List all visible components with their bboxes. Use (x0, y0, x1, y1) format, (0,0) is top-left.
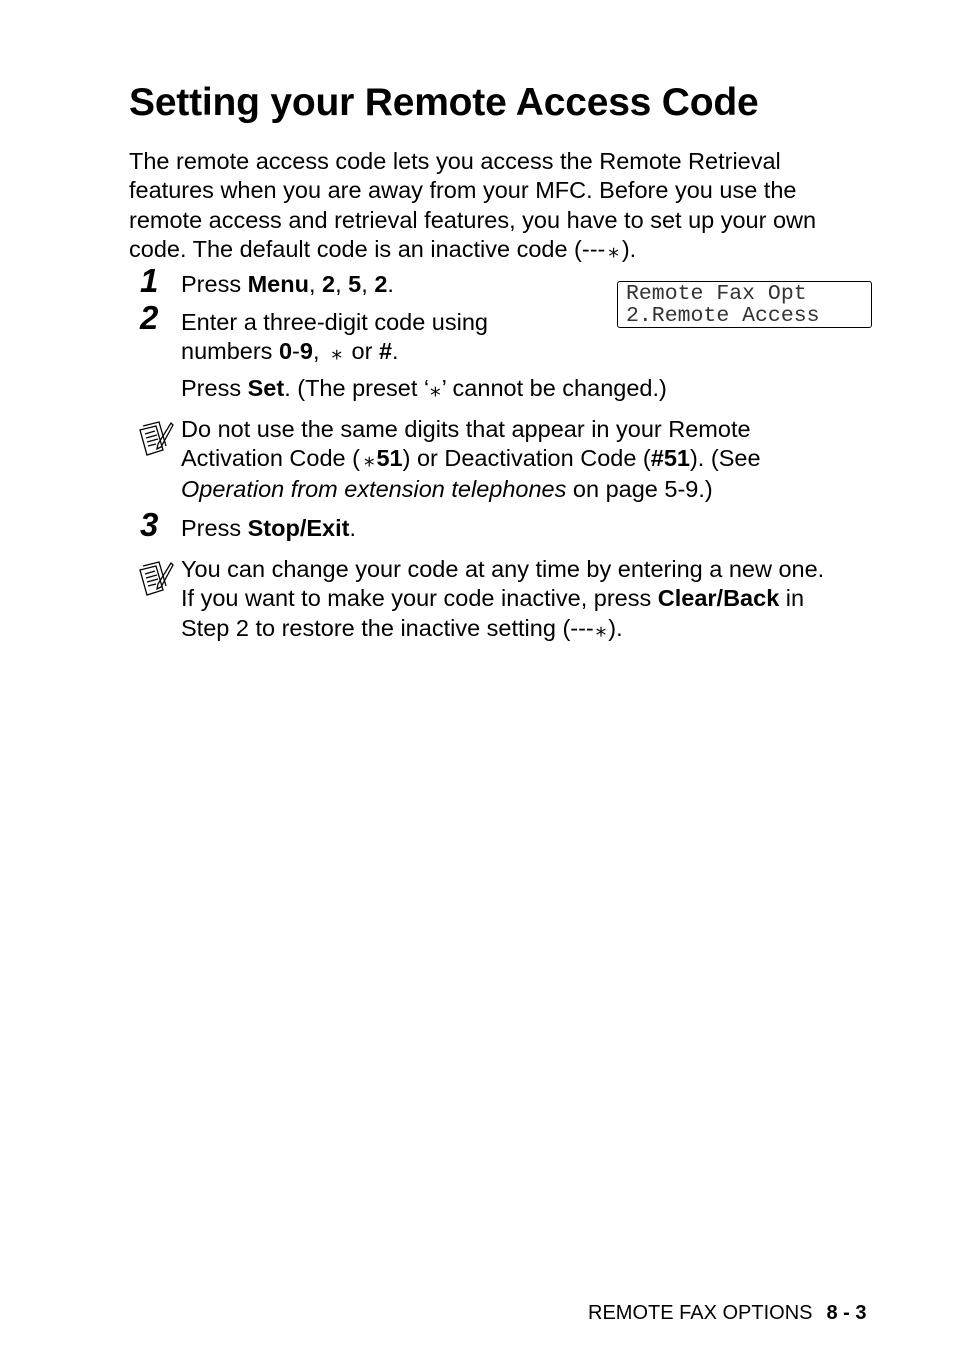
footer-page-number: 8 - 3 (826, 1302, 867, 1324)
star-key-icon: ⁎ (363, 448, 375, 472)
star-key-icon: ⁎ (331, 341, 342, 365)
intro-line-1: The remote access code lets you access the Remote Retrieval (129, 148, 781, 174)
step-number-1: 1 (140, 262, 159, 299)
star-key-icon: ⁎ (430, 378, 441, 401)
star-key-icon: ⁎ (608, 238, 619, 262)
step-2-text: Enter a three-digit code using numbers 0-9, ⁎ or #. (181, 308, 488, 368)
page-title: Setting your Remote Access Code (129, 81, 759, 124)
note-2-text: You can change your code at any time by entering a new one. If you want to make your code inactive, press Clear/Back in Step 2 to restore the inactive setting (---⁎). (181, 555, 824, 644)
lcd-display (617, 281, 872, 328)
page-footer (588, 1300, 867, 1326)
intro-line-4: code. The default code is an inactive code (--- ⁎ ). (129, 235, 889, 265)
step-number-3: 3 (140, 506, 159, 543)
step-2-press-set: Press Set. (The preset ‘⁎’ cannot be changed.) (181, 374, 667, 404)
star-key-icon: ⁎ (595, 617, 607, 641)
lcd-row-2: 2.Remote Access (626, 304, 820, 328)
step-number-2: 2 (140, 299, 159, 336)
lcd-row-1: Remote Fax Opt (626, 282, 807, 306)
step-3-text: Press Stop/Exit. (181, 515, 356, 541)
note-pencil-icon (136, 560, 174, 600)
intro-line-2: features when you are away from your MFC. Before you use the (129, 177, 797, 204)
footer-section: REMOTE FAX OPTIONS (588, 1302, 813, 1324)
note-pencil-icon (136, 420, 174, 460)
note-1-text: Do not use the same digits that appear in your Remote Activation Code ( ⁎51) or Deactivation Code (#51). (See Operation from extension telephones on page 5-9.) (181, 416, 761, 502)
intro-line-3: remote access and retrieval features, you have to set up your own (129, 206, 817, 233)
intro-paragraph (129, 147, 889, 265)
step-1-text: Press Menu, 2, 5, 2. (181, 271, 394, 297)
